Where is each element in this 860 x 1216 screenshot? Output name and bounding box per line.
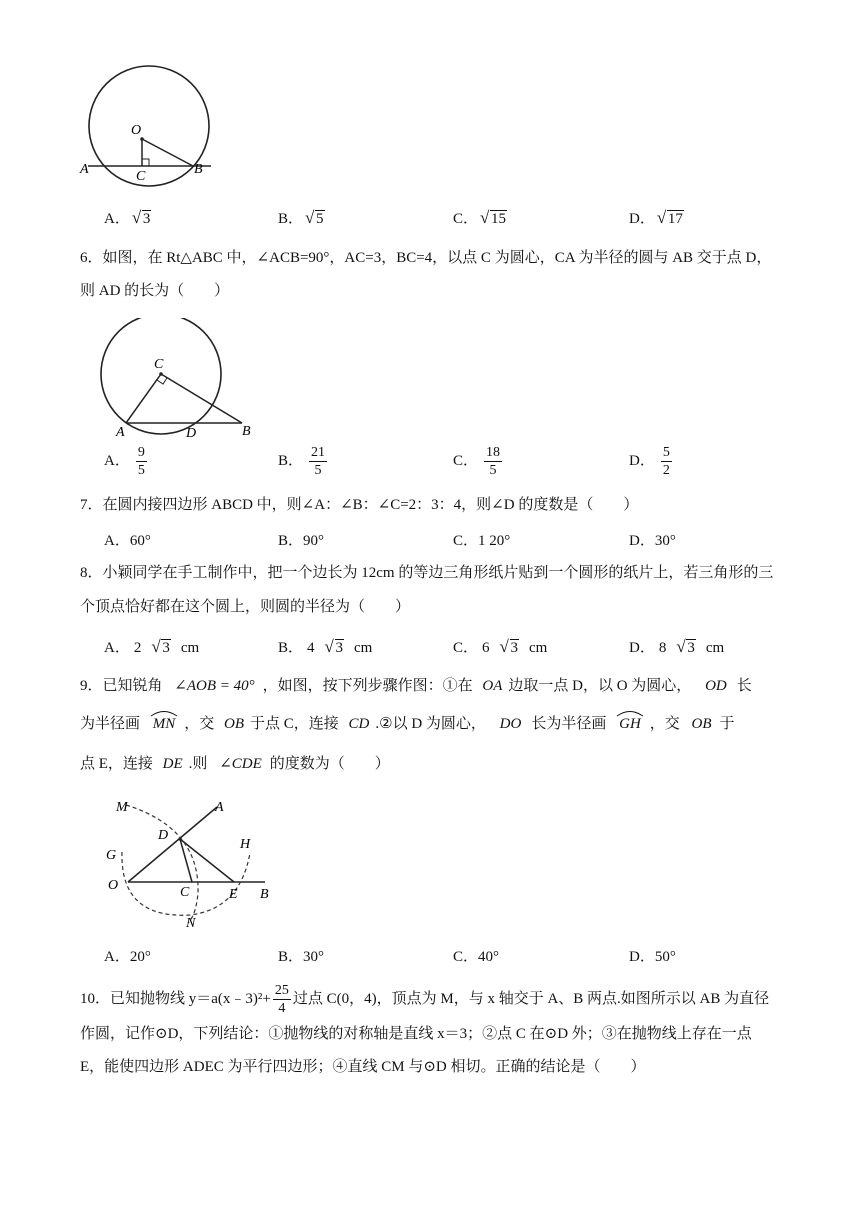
q9-label-D: D — [158, 828, 169, 843]
q7-stem: 7．在圆内接四边形 ABCD 中，则∠A：∠B：∠C=2：3：4，则∠D 的度数是（ ） — [80, 497, 639, 513]
q5-label-B: B — [194, 162, 203, 177]
q6-label-C: C — [154, 357, 164, 372]
q8-option-c: C． 6 √ 3 cm — [453, 637, 548, 656]
q10-stem-line2: 作圆，记作⊙D，下列结论：①抛物线的对称轴是直线 x＝3；②点 C 在⊙D 外；③在抛物线上存在一点 — [80, 1026, 752, 1042]
q9-option-d: D．50° — [629, 949, 676, 965]
q6-figure — [92, 318, 267, 443]
q6-option-d: D． $\frac{5}{2}$ — [629, 445, 670, 478]
q9-label-B: B — [260, 887, 269, 902]
q7-option-b: B．90° — [278, 533, 325, 549]
q5-option-d: D． √ 17 — [629, 208, 683, 227]
q9-label-A: A — [215, 800, 224, 815]
q5-option-b: B． √ 5 — [278, 208, 324, 227]
q8-option-b: B． 4 √ 3 cm — [278, 637, 373, 656]
q8-stem-line2: 个顶点恰好都在这个圆上，则圆的半径为（ ） — [80, 599, 411, 615]
q5-label-C: C — [136, 169, 146, 184]
q10-stem-line1: 10．已知抛物线 y＝a(x﹣3)²+ $\frac{25}{4}$ 过点 C(0，4)，顶点为 M，与 x 轴交于 A、B 两点.如图所示以 AB 为直径 — [80, 983, 770, 1016]
q9-label-N: N — [186, 916, 196, 931]
q9-label-G: G — [106, 848, 117, 863]
q9-stem-line2: 为半径画 MN ，交 OB 于点 C，连接 CD .②以 D 为圆心， DO 长为半径画 GH ，交 OB 于 — [80, 713, 735, 735]
q6-option-b: B． $\frac{21}{5}$ — [278, 445, 326, 478]
q9-figure — [100, 793, 285, 933]
q7-option-d: D．30° — [629, 533, 676, 549]
q9-label-M: M — [116, 800, 128, 815]
q9-label-E: E — [229, 887, 238, 902]
q9-option-b: B．30° — [278, 949, 325, 965]
q6-stem-line1: 6．如图，在 Rt△ABC 中，∠ACB=90°，AC=3，BC=4，以点 C 为圆心，CA 为半径的圆与 AB 交于点 D， — [80, 250, 772, 266]
q9-label-O: O — [108, 878, 119, 893]
q6-option-a: A． $\frac{9}{5}$ — [104, 445, 145, 478]
q6-label-D: D — [186, 426, 197, 441]
q8-stem-line1: 8．小颖同学在手工制作中，把一个边长为 12cm 的等边三角形纸片贴到一个圆形的纸片上，若三角形的三 — [80, 565, 774, 581]
q9-option-c: C．40° — [453, 949, 500, 965]
q8-option-a: A． 2 √ 3 cm — [104, 637, 200, 656]
q6-stem-line2: 则 AD 的长为（ ） — [80, 283, 230, 299]
q5-option-a: A． √ 3 — [104, 208, 151, 227]
q9-label-H: H — [240, 837, 251, 852]
q7-option-c: C．1 20° — [453, 533, 511, 549]
q9-stem-line1: 9．已知锐角 ∠AOB = 40° ，如图，按下列步骤作图：①在 OA 边取一点 D，以 O 为圆心， OD 长 — [80, 678, 752, 694]
q7-option-a: A．60° — [104, 533, 151, 549]
q8-option-d: D． 8 √ 3 cm — [629, 637, 725, 656]
q5-label-O: O — [131, 123, 142, 138]
q5-option-c: C． √ 15 — [453, 208, 507, 227]
q9-option-a: A．20° — [104, 949, 151, 965]
q9-label-C: C — [180, 885, 190, 900]
q10-stem-line3: E，能使四边形 ADEC 为平行四边形；④直线 CM 与⊙D 相切。正确的结论是（ ） — [80, 1059, 646, 1075]
q9-stem-line3: 点 E，连接 DE .则 ∠CDE 的度数为（ ） — [80, 756, 390, 772]
q6-label-A: A — [116, 425, 125, 440]
q5-label-A: A — [80, 162, 89, 177]
q5-figure — [76, 60, 226, 190]
q6-option-c: C． $\frac{18}{5}$ — [453, 445, 501, 478]
q6-label-B: B — [242, 424, 251, 439]
